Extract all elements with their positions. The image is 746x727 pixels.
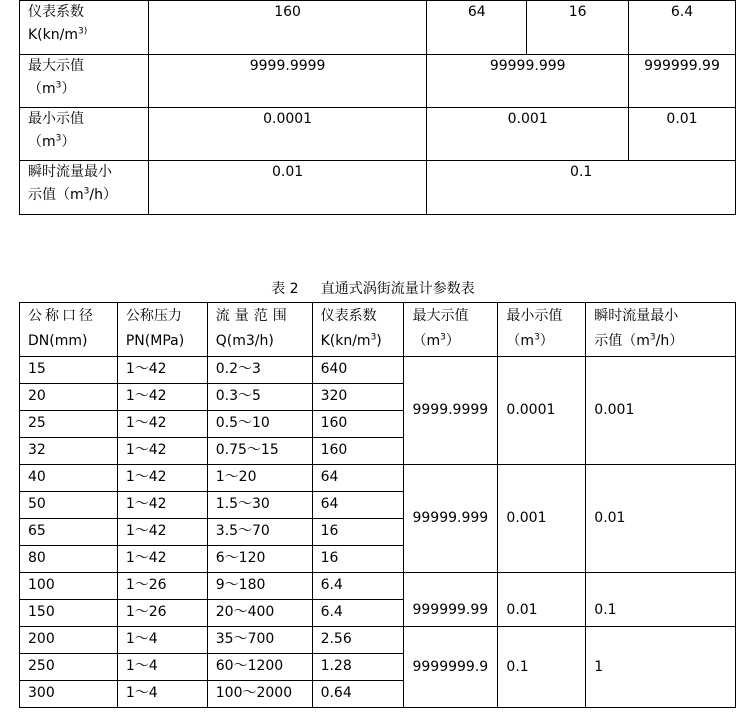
table-row — [20, 465, 736, 492]
table-cell: 320 — [312, 384, 404, 411]
column-header: 瞬时流量最小 示值$(m^3/h)$ — [586, 303, 736, 357]
table-cell: 1～42 — [117, 384, 207, 411]
header-row — [20, 303, 736, 357]
table-cell: 0.1 — [586, 573, 736, 627]
table-cell: 300 — [20, 681, 118, 708]
table-cell: 15 — [20, 357, 118, 384]
table-cell: 99999.999 — [427, 55, 629, 108]
table-cell: 9999.9999 — [148, 55, 427, 108]
table-cell: 1～20 — [207, 465, 312, 492]
table-cell: 160 — [148, 1, 427, 55]
table-cell: 1 — [586, 627, 736, 708]
table-cell: 16 — [527, 1, 629, 55]
column-header: 流量范围 Q(m3/h) — [207, 303, 312, 357]
table-cell: 35～700 — [207, 627, 312, 654]
table-cell: 0.3～5 — [207, 384, 312, 411]
table-cell: 20～400 — [207, 600, 312, 627]
table-cell: 16 — [312, 519, 404, 546]
table-cell: 0.0001 — [498, 357, 586, 465]
table-cell: 1～4 — [117, 627, 207, 654]
table-cell: 25 — [20, 411, 118, 438]
table-cell: 0.2～3 — [207, 357, 312, 384]
table-cell: 100 — [20, 573, 118, 600]
column-header: 公称压力 PN(MPa) — [117, 303, 207, 357]
table-cell: 0.001 — [427, 108, 629, 161]
table-cell: 16 — [312, 546, 404, 573]
row-label: 瞬时流量最小 示值$(m^3/h)$ — [20, 161, 149, 215]
table-cell: 9999999.9 — [404, 627, 498, 708]
table-cell: 1～42 — [117, 492, 207, 519]
table-cell: 64 — [312, 492, 404, 519]
table-row — [20, 161, 736, 215]
table-cell: 1.28 — [312, 654, 404, 681]
table-cell: 32 — [20, 438, 118, 465]
column-header: 最小示值 $(m^3)$ — [498, 303, 586, 357]
table-cell: 1～42 — [117, 357, 207, 384]
table-cell: 200 — [20, 627, 118, 654]
table-cell: 0.1 — [427, 161, 736, 215]
column-header: 最大示值 $(m^3)$ — [404, 303, 498, 357]
table-cell: 999999.99 — [629, 55, 736, 108]
table-cell: 0.1 — [498, 627, 586, 708]
table-cell: 0.01 — [148, 161, 427, 215]
table-cell: 20 — [20, 384, 118, 411]
table-cell: 6～120 — [207, 546, 312, 573]
table-row — [20, 108, 736, 161]
table-cell: 80 — [20, 546, 118, 573]
table-cell: 0.0001 — [148, 108, 427, 161]
table-cell: 100～2000 — [207, 681, 312, 708]
table-cell: 1～26 — [117, 600, 207, 627]
table-row — [20, 1, 736, 55]
table-cell: 64 — [312, 465, 404, 492]
table-cell: 1～42 — [117, 465, 207, 492]
table-cell: 60～1200 — [207, 654, 312, 681]
table-row — [20, 573, 736, 600]
table-cell: 0.001 — [498, 465, 586, 573]
table-cell: 1～42 — [117, 438, 207, 465]
table-cell: 6.4 — [312, 573, 404, 600]
table-cell: 0.01 — [586, 465, 736, 573]
table-cell: 65 — [20, 519, 118, 546]
table-cell: 6.4 — [312, 600, 404, 627]
table-cell: 6.4 — [629, 1, 736, 55]
table-cell: 2.56 — [312, 627, 404, 654]
table-cell: 1～4 — [117, 654, 207, 681]
table-cell: 1～42 — [117, 519, 207, 546]
table-cell: 640 — [312, 357, 404, 384]
table-cell: 160 — [312, 438, 404, 465]
table-row — [20, 627, 736, 654]
table-cell: 3.5～70 — [207, 519, 312, 546]
coefficient-table — [19, 0, 736, 215]
table-cell: 1～26 — [117, 573, 207, 600]
table-cell: 150 — [20, 600, 118, 627]
table-cell: 0.75～15 — [207, 438, 312, 465]
table-cell: 9～180 — [207, 573, 312, 600]
row-label: 最大示值 $(m^3)$ — [20, 55, 149, 108]
column-header: 仪表系数 $K(kn/m^3)$ — [312, 303, 404, 357]
table-cell: 0.5～10 — [207, 411, 312, 438]
table-cell: 0.64 — [312, 681, 404, 708]
table-cell: 50 — [20, 492, 118, 519]
table-cell: 1～42 — [117, 546, 207, 573]
table-cell: 160 — [312, 411, 404, 438]
row-label: 仪表系数 $K(kn/m^{3)}$ — [20, 1, 149, 55]
table-cell: 40 — [20, 465, 118, 492]
table-row — [20, 357, 736, 384]
table-cell: 0.01 — [498, 573, 586, 627]
table-cell: 9999.9999 — [404, 357, 498, 465]
table-cell: 0.001 — [586, 357, 736, 465]
table-caption: 表 2 直通式涡街流量计参数表 — [271, 281, 475, 297]
table-cell: 999999.99 — [404, 573, 498, 627]
table-cell: 99999.999 — [404, 465, 498, 573]
table-cell: 1～4 — [117, 681, 207, 708]
row-label: 最小示值 $(m^3)$ — [20, 108, 149, 161]
table-cell: 0.01 — [629, 108, 736, 161]
table-cell: 64 — [427, 1, 527, 55]
column-header: 公称口径 DN(mm) — [20, 303, 118, 357]
table-cell: 250 — [20, 654, 118, 681]
parameter-table — [19, 302, 736, 708]
table-cell: 1.5～30 — [207, 492, 312, 519]
table-cell: 1～42 — [117, 411, 207, 438]
table-row — [20, 55, 736, 108]
